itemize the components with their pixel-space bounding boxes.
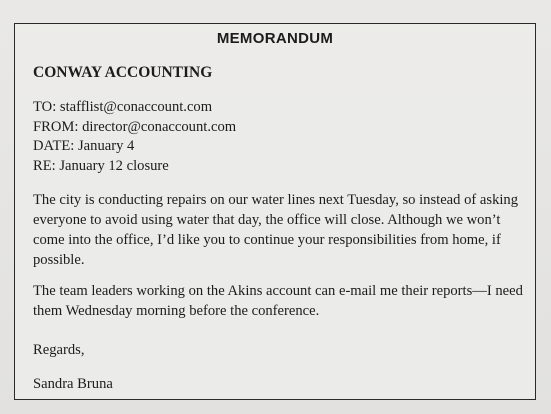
memo-body-paragraph-2: The team leaders working on the Akins account can e-mail me their reports—I need them Wednesday morning before the conference.: [33, 283, 523, 319]
memo-document: [14, 23, 536, 400]
company-name: CONWAY ACCOUNTING: [33, 64, 213, 81]
memo-body-paragraph-1: The city is conducting repairs on our water lines next Tuesday, so instead of asking everyone to avoid using water that day, the office will close. Although we won’t come into the office, I’d like you to continue your responsibilities from home, if possible.: [33, 192, 519, 268]
memo-closing: Regards,: [33, 342, 85, 358]
memo-date-line: DATE: January 4: [33, 138, 135, 154]
memo-to-line: TO: stafflist@conaccount.com: [33, 99, 213, 115]
memo-from-line: FROM: director@conaccount.com: [33, 118, 237, 135]
memo-header-fields: [33, 98, 236, 176]
memo-signature: Sandra Bruna: [33, 376, 113, 392]
memo-heading: MEMORANDUM: [216, 30, 334, 47]
memo-subject-line: RE: January 12 closure: [33, 157, 169, 174]
